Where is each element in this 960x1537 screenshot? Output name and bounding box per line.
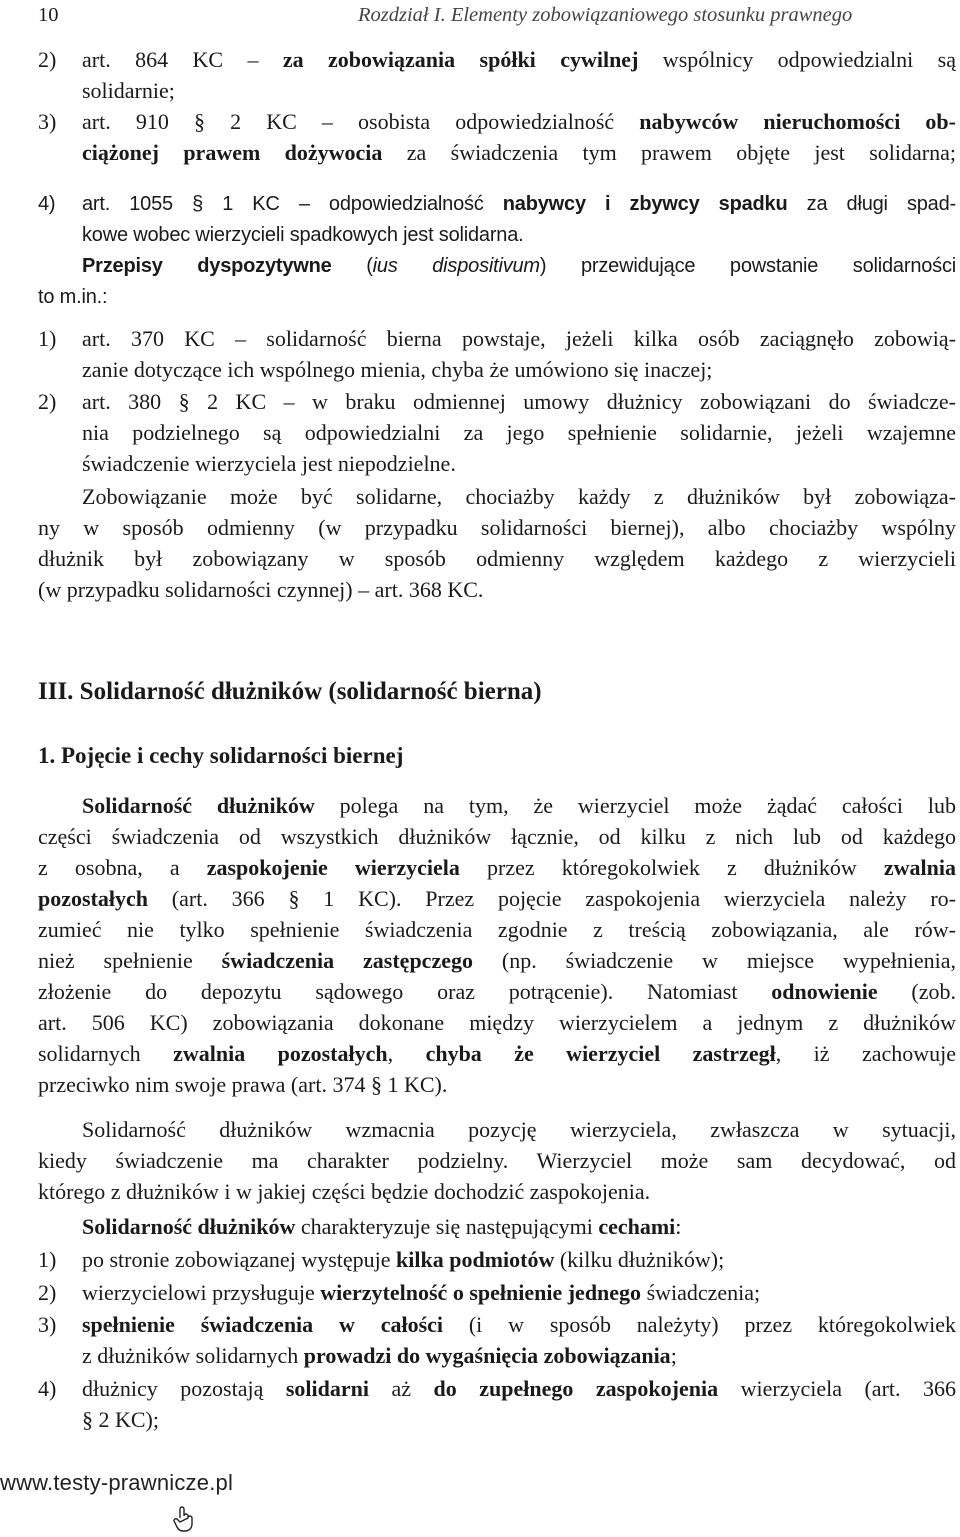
features-intro: Solidarność dłużników charakteryzuje się następującymi cechami: — [82, 1214, 682, 1239]
paragraph: Zobowiązanie może być solidarne, chociażby każdy z dłużników był zobowiąza- ny w sposób odmienny (w przypadku solidarności biernej), albo chociażby wspólny dłużnik był zobowiązany w sposób odmienny względem każdego z wierzycieli (w przypadku solidarności czynnej) – art. 368 KC. — [38, 484, 956, 602]
subsection-heading: 1. Pojęcie i cechy solidarności biernej — [38, 743, 404, 768]
footer — [0, 1470, 233, 1496]
hand-pointer-icon — [172, 1506, 196, 1537]
running-title: Rozdział I. Elementy zobowiązaniowego stosunku prawnego — [358, 4, 853, 26]
paragraph: Solidarność dłużników wzmacnia pozycję wierzyciela, zwłaszcza w sytuacji, kiedy świadczenie ma charakter podzielny. Wierzyciel może sam decydować, od którego z dłużników i w jakiej części będzie dochodzić zaspokojenia. — [38, 1117, 956, 1204]
paragraph-definition: Solidarność dłużników polega na tym, że wierzyciel może żądać całości lub części świadczenia od wszystkich dłużników łącznie, od kilku z nich lub od każdego z osobna, a zaspokojenie wierzyciela przez któregokolwiek z dłużników zwalnia pozostałych (art. 366 § 1 KC). Przez pojęcie zaspokojenia wierzyciela należy ro- zumieć nie tylko spełnienie świadczenia zgodnie z treścią zobowiązania, ale rów- nież spełnienie świadczenia zastępczego (np. świadczenie w miejsce wypełnienia, złożenie do depozytu sądowego oraz potrącenie). Natomiast odnowienie (zob. art. 506 KC) zobowiązania dokonane między wierzycielem a jednym z dłużników solidarnych zwalnia pozostałych, chyba że wierzyciel zastrzegł, iż zachowuje przeciwko nim swoje prawa (art. 374 § 1 KC). — [38, 793, 957, 1097]
page-header — [38, 4, 956, 34]
section-heading: III. Solidarność dłużników (solidarność bierna) — [38, 678, 542, 705]
page-number: 10 — [38, 4, 59, 26]
paragraph-dispositive: Przepisy dyspozytywne (ius dispositivum) przewidujące powstanie solidarności to m.in.: — [38, 255, 957, 308]
website-link[interactable]: www.testy-prawnicze.pl — [0, 1470, 234, 1495]
